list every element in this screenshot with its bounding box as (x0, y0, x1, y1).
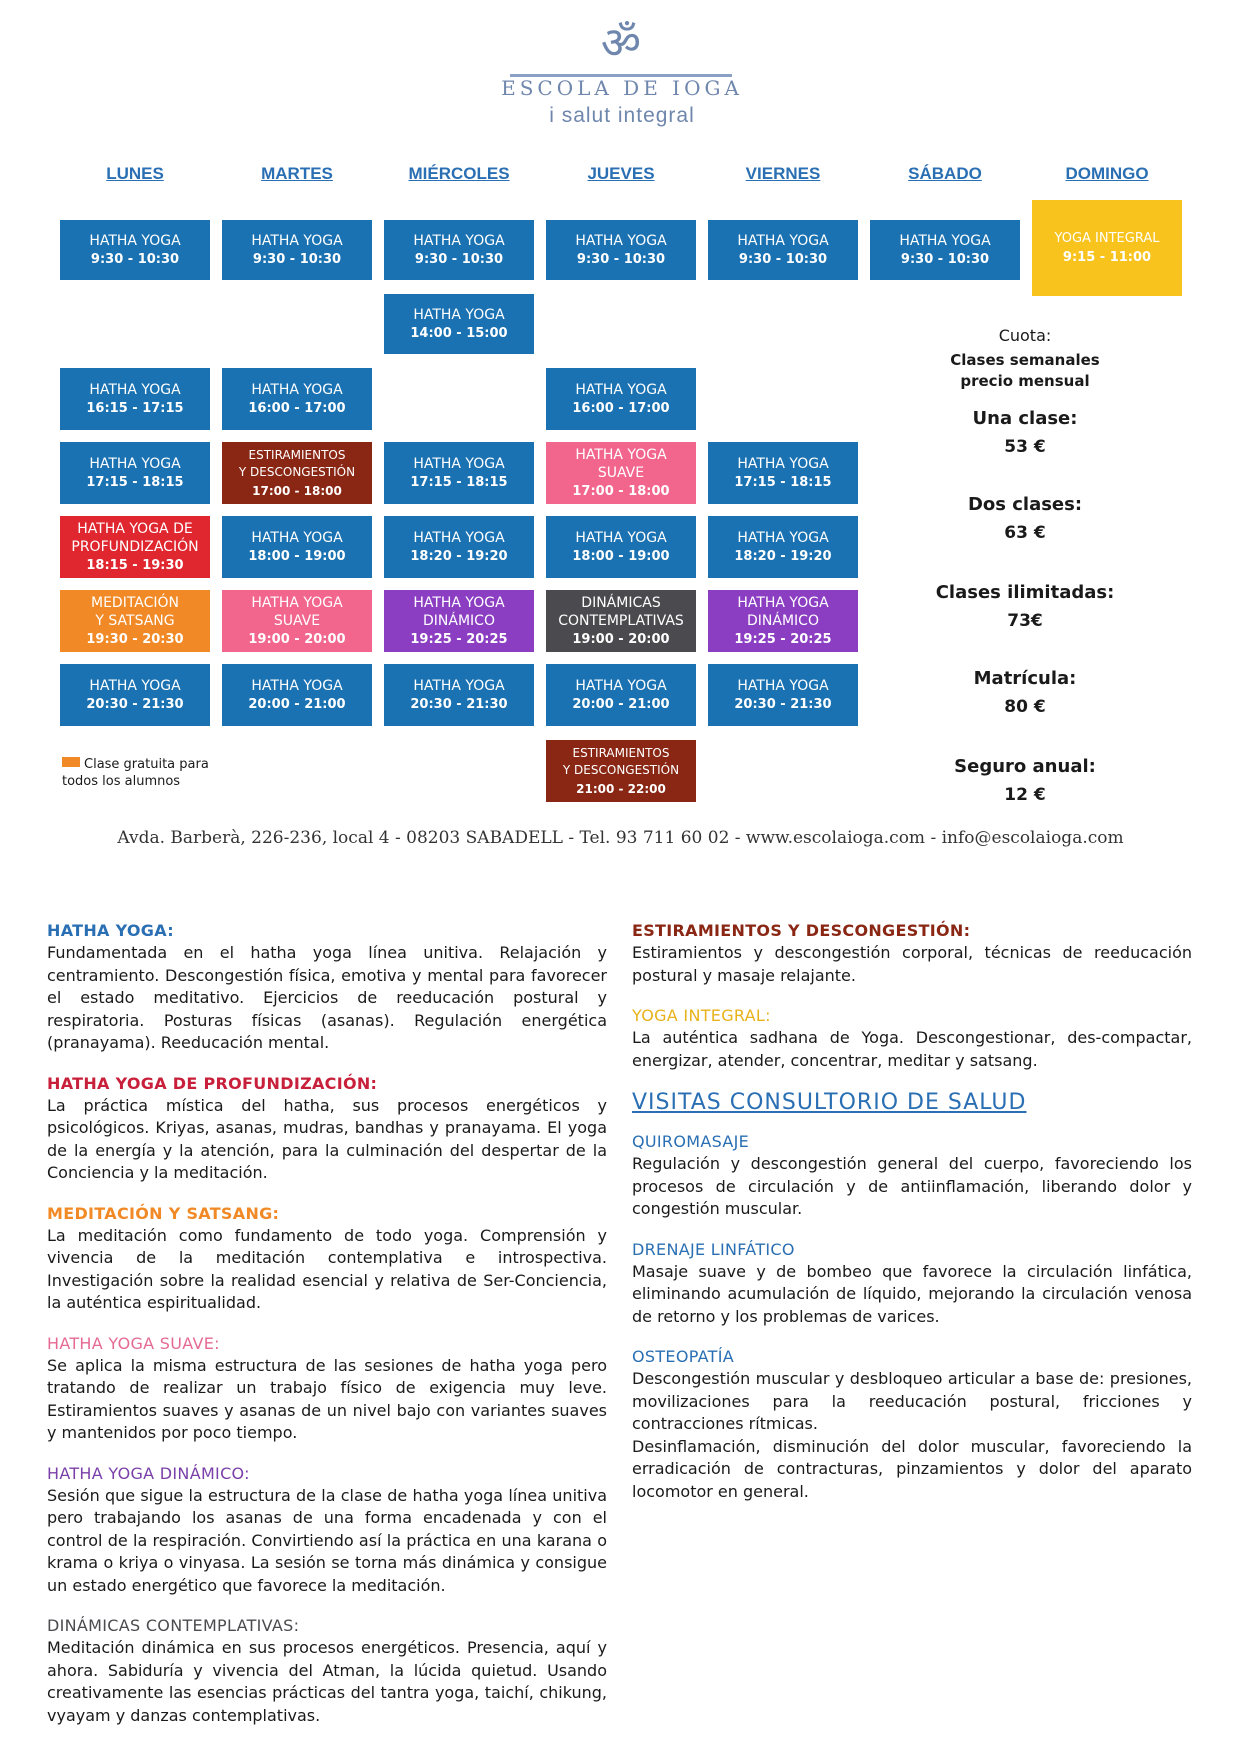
school-subtitle: i salut integral (549, 104, 695, 127)
class-time: 17:00 - 18:00 (572, 483, 670, 499)
desc-body: Sesión que sigue la estructura de la clase de hatha yoga línea unitiva pero trabajando los asanas de una forma encadenada y con el control de la respiración. Convirtiendo así la práctica en una karana o krama o kriya o vinyasa. La sesión se torna más dinámica y consigue un estado energético que favorece la meditación. (47, 1485, 607, 1595)
fees-note-text: Clases semanales precio mensual (950, 351, 1100, 390)
class-time: 20:30 - 21:30 (86, 696, 184, 712)
class-time: 19:30 - 20:30 (86, 631, 184, 647)
day-header-lunes: LUNES (106, 164, 164, 183)
class-title: HATHA YOGA (251, 381, 343, 398)
class-title: ESTIRAMIENTOS Y DESCONGESTIÓN (238, 447, 356, 479)
class-time: 18:20 - 19:20 (734, 548, 832, 564)
school-title: ESCOLA DE IOGA (501, 76, 743, 100)
class-block (546, 590, 696, 652)
desc-body: Se aplica la misma estructura de las sesiones de hatha yoga pero tratando de realizar un trabajo físico de exigencia muy leve. Estiramientos suaves y asanas de un nivel bajo con variantes suaves y mantenidos por poco tiempo. (47, 1355, 607, 1442)
legend-text: Clase gratuita para todos los alumnos (62, 757, 209, 789)
fee-item (920, 756, 1130, 805)
class-block (870, 220, 1020, 280)
legend-swatch (62, 757, 80, 767)
class-title: HATHA YOGA (575, 677, 667, 694)
health-item-title: DRENAJE LINFÁTICO (632, 1239, 795, 1259)
class-time: 17:00 - 18:00 (252, 483, 342, 498)
class-time: 19:25 - 20:25 (410, 631, 508, 647)
class-title: HATHA YOGA (89, 232, 181, 249)
class-time: 9:15 - 11:00 (1062, 249, 1152, 265)
class-block (222, 220, 372, 280)
class-time: 9:30 - 10:30 (414, 251, 504, 267)
class-title: HATHA YOGA (413, 232, 505, 249)
desc-title: DINÁMICAS CONTEMPLATIVAS: (47, 1616, 300, 1635)
fee-item (920, 408, 1130, 457)
class-time: 19:00 - 20:00 (572, 631, 670, 647)
class-title: HATHA YOGA (413, 306, 505, 323)
class-title: HATHA YOGA SUAVE (251, 594, 343, 629)
class-title: HATHA YOGA (413, 455, 505, 472)
class-block (384, 442, 534, 504)
class-time: 9:30 - 10:30 (900, 251, 990, 267)
fees-note (920, 350, 1130, 392)
class-title: HATHA YOGA (251, 529, 343, 546)
class-time: 19:00 - 20:00 (248, 631, 346, 647)
desc-body: La meditación como fundamento de todo yoga. Comprensión y vivencia de la meditación contemplativa e introspectiva. Investigación sobre la realidad esencial y relativa de Ser-Conciencia, la auténtica espiritualidad. (47, 1225, 607, 1312)
class-title: HATHA YOGA (737, 232, 829, 249)
class-time: 18:20 - 19:20 (410, 548, 508, 564)
desc-dinamico (47, 1463, 607, 1598)
desc-integral (632, 1005, 1192, 1072)
class-block (384, 590, 534, 652)
class-title: ESTIRAMIENTOS Y DESCONGESTIÓN (562, 745, 680, 777)
legend (62, 756, 209, 790)
fee-label: Matrícula: (973, 668, 1077, 689)
day-header-jueves: JUEVES (587, 164, 655, 183)
class-title: HATHA YOGA (575, 232, 667, 249)
desc-body: La auténtica sadhana de Yoga. Descongestionar, des-compactar, energizar, atender, concentrar, meditar y satsang. (632, 1028, 1192, 1070)
class-title: HATHA YOGA (737, 677, 829, 694)
class-time: 18:00 - 19:00 (572, 548, 670, 564)
class-block (708, 442, 858, 504)
health-item-title: QUIROMASAJE (632, 1132, 750, 1151)
fee-value: 73€ (1007, 611, 1043, 631)
desc-contemplativas (47, 1615, 607, 1727)
class-block (708, 590, 858, 652)
class-block (546, 664, 696, 726)
class-time: 16:00 - 17:00 (248, 400, 346, 416)
desc-meditacion (47, 1203, 607, 1315)
health-item-body: Regulación y descongestión general del cuerpo, favoreciendo los procesos de circulación y de antiinflamación, liberando dolor y congestión muscular. (632, 1154, 1192, 1218)
desc-title: HATHA YOGA: (47, 921, 174, 940)
class-time: 16:00 - 17:00 (572, 400, 670, 416)
desc-body: Estiramientos y descongestión corporal, técnicas de reeducación postural y masaje relajante. (632, 943, 1192, 985)
class-time: 16:15 - 17:15 (86, 400, 184, 416)
class-time: 20:00 - 21:00 (572, 696, 670, 712)
fee-value: 12 € (1004, 785, 1046, 805)
fee-item (920, 494, 1130, 543)
class-title: HATHA YOGA (737, 455, 829, 472)
class-block (222, 590, 372, 652)
class-title: HATHA YOGA (575, 529, 667, 546)
health-item-title: OSTEOPATÍA (632, 1347, 734, 1366)
class-block (546, 368, 696, 430)
class-title: HATHA YOGA (737, 529, 829, 546)
class-time: 20:00 - 21:00 (248, 696, 346, 712)
day-header-sabado: SÁBADO (908, 164, 982, 183)
fee-item (920, 582, 1130, 631)
class-time: 18:15 - 19:30 (86, 557, 184, 573)
day-header-martes: MARTES (261, 164, 333, 183)
desc-body: Meditación dinámica en sus procesos energéticos. Presencia, aquí y ahora. Sabiduría y vivencia del Atman, la lúcida quietud. Usando creativamente las esencias prácticas del tantra yoga, taichí, chikung, vyayam y danzas contemplativas. (47, 1638, 607, 1725)
class-block (384, 664, 534, 726)
desc-estiramientos (632, 920, 1192, 987)
desc-title: HATHA YOGA DE PROFUNDIZACIÓN: (47, 1073, 378, 1093)
class-block (384, 516, 534, 578)
desc-title: ESTIRAMIENTOS Y DESCONGESTIÓN: (632, 921, 971, 940)
class-time: 21:00 - 22:00 (576, 781, 666, 796)
health-item-body: Descongestión muscular y desbloqueo articular a base de: presiones, movilizaciones para la reeducación postural, fricciones y contracciones rítmicas. Desinflamación, disminución del dolor muscular, favoreciendo la erradicación de contracturas, pinzamientos y dolor del aparato locomotor en general. (632, 1369, 1192, 1501)
class-time: 9:30 - 10:30 (738, 251, 828, 267)
desc-title: YOGA INTEGRAL: (632, 1006, 771, 1025)
class-time: 20:30 - 21:30 (734, 696, 832, 712)
health-section-title: VISITAS CONSULTORIO DE SALUD (632, 1090, 1027, 1115)
class-title: HATHA YOGA (413, 677, 505, 694)
class-block (222, 368, 372, 430)
fee-label: Clases ilimitadas: (935, 582, 1115, 603)
class-title: DINÁMICAS CONTEMPLATIVAS (558, 594, 684, 629)
class-block (60, 368, 210, 430)
class-title: HATHA YOGA DINÁMICO (413, 594, 505, 629)
class-title: HATHA YOGA (251, 232, 343, 249)
health-item-body: Masaje suave y de bombeo que favorece la circulación linfática, eliminando acumulación de líquido, mejorando la circulación venosa de retorno y los problemas de varices. (632, 1261, 1192, 1326)
class-block (222, 664, 372, 726)
desc-title: HATHA YOGA SUAVE: (47, 1333, 220, 1353)
class-block (222, 516, 372, 578)
class-block (708, 664, 858, 726)
class-block (384, 294, 534, 354)
fee-value: 80 € (1004, 697, 1046, 717)
fee-value: 63 € (1004, 523, 1046, 543)
class-block (60, 664, 210, 726)
desc-title: MEDITACIÓN Y SATSANG: (47, 1203, 280, 1223)
day-header-miercoles: MIÉRCOLES (408, 164, 510, 183)
class-title: HATHA YOGA (251, 677, 343, 694)
class-block (546, 740, 696, 802)
descriptions-right (632, 920, 1192, 1521)
class-title: HATHA YOGA DE PROFUNDIZACIÓN (71, 520, 199, 555)
class-time: 9:30 - 10:30 (252, 251, 342, 267)
class-time: 17:15 - 18:15 (734, 474, 832, 490)
fee-label: Una clase: (972, 408, 1078, 429)
class-block (1032, 200, 1182, 296)
fee-label: Seguro anual: (954, 756, 1096, 777)
class-block (60, 442, 210, 504)
class-block (384, 220, 534, 280)
class-time: 19:25 - 20:25 (734, 631, 832, 647)
desc-body: La práctica mística del hatha, sus procesos energéticos y psicológicos. Kriyas, asanas, mudras, bandhas y pranayama. El yoga de la energía y la atención, para la culminación del despertar de la Conciencia y la meditación. (47, 1095, 607, 1182)
descriptions-left (47, 920, 607, 1745)
class-title: YOGA INTEGRAL (1054, 230, 1160, 246)
class-title: HATHA YOGA (575, 381, 667, 398)
class-block (708, 220, 858, 280)
class-title: MEDITACIÓN Y SATSANG (90, 594, 180, 629)
health-osteopatia (632, 1346, 1192, 1503)
class-time: 17:15 - 18:15 (410, 474, 508, 490)
svg-text:ॐ: ॐ (600, 18, 642, 64)
class-time: 18:00 - 19:00 (248, 548, 346, 564)
class-title: HATHA YOGA (899, 232, 991, 249)
class-title: HATHA YOGA SUAVE (575, 446, 667, 481)
class-block (546, 442, 696, 504)
class-title: HATHA YOGA (89, 455, 181, 472)
health-drenaje (632, 1239, 1192, 1329)
desc-profundizacion (47, 1073, 607, 1185)
desc-suave (47, 1333, 607, 1445)
health-quiromasaje (632, 1131, 1192, 1221)
class-block (546, 516, 696, 578)
day-header-viernes: VIERNES (745, 164, 821, 183)
class-time: 20:30 - 21:30 (410, 696, 508, 712)
class-title: HATHA YOGA DINÁMICO (737, 594, 829, 629)
class-block (60, 220, 210, 280)
class-block (60, 590, 210, 652)
desc-body: Fundamentada en el hatha yoga línea unitiva. Relajación y centramiento. Descongestión física, emotiva y mental para favorecer el estado meditativo. Ejercicios de reeducación postural y respiratoria. Posturas físicas (asanas). Regulación energética (pranayama). Reeducación mental. (47, 943, 607, 1052)
address-line: Avda. Barberà, 226-236, local 4 - 08203 SABADELL - Tel. 93 711 60 02 - www.escolaioga.com - info@escolaioga.com (117, 828, 1124, 848)
class-block (708, 516, 858, 578)
desc-hatha (47, 920, 607, 1055)
fee-item (920, 668, 1130, 717)
desc-title: HATHA YOGA DINÁMICO: (47, 1463, 250, 1483)
class-block (222, 442, 372, 504)
fee-label: Dos clases: (967, 494, 1083, 515)
day-header-domingo: DOMINGO (1065, 164, 1149, 183)
om-icon (594, 18, 648, 64)
class-block (60, 516, 210, 578)
class-time: 17:15 - 18:15 (86, 474, 184, 490)
class-time: 9:30 - 10:30 (90, 251, 180, 267)
fees-title: Cuota: (998, 326, 1052, 345)
class-time: 14:00 - 15:00 (410, 325, 508, 341)
fee-value: 53 € (1004, 437, 1046, 457)
class-title: HATHA YOGA (89, 381, 181, 398)
class-block (546, 220, 696, 280)
class-title: HATHA YOGA (413, 529, 505, 546)
class-time: 9:30 - 10:30 (576, 251, 666, 267)
class-title: HATHA YOGA (89, 677, 181, 694)
